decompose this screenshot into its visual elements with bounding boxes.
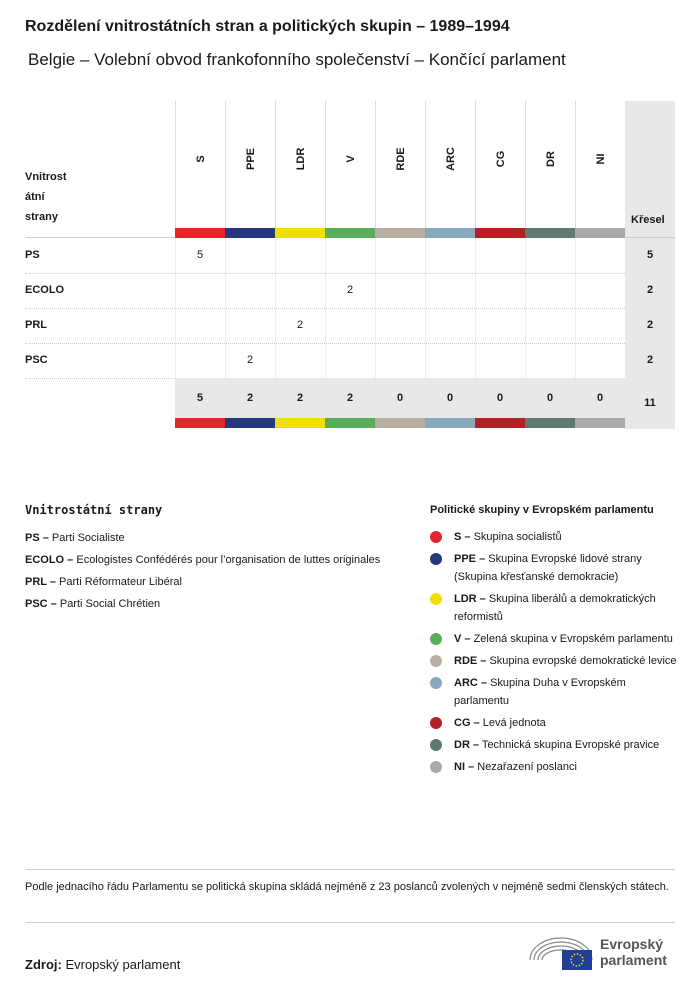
page-subtitle: Belgie – Volební obvod frankofonního společenství – Končící parlament — [28, 50, 566, 69]
group-color-dot-icon — [430, 717, 442, 729]
group-name: Zelená skupina v Evropském parlamentu — [470, 633, 673, 645]
seat-count: 5 — [625, 238, 675, 273]
party-legend-item — [25, 595, 385, 613]
source-label: Zdroj: — [25, 957, 62, 972]
cell-divider — [475, 343, 476, 378]
cell-divider — [425, 273, 426, 308]
group-column-header — [475, 101, 526, 228]
cell-divider — [375, 343, 376, 378]
cell-divider — [225, 273, 226, 308]
group-color-dot-icon — [430, 553, 442, 565]
table-cell: 2 — [246, 354, 254, 366]
cell-divider — [575, 238, 576, 273]
group-color-bar-bottom — [175, 418, 225, 428]
party-label: PSC — [25, 354, 48, 366]
group-name: Levá jednota — [479, 717, 546, 729]
group-color-dot-icon — [430, 531, 442, 543]
party-code: PS – — [25, 532, 49, 544]
seat-count: 2 — [625, 273, 675, 308]
group-color-bar-bottom — [575, 418, 625, 428]
group-column-header — [225, 101, 276, 228]
party-legend-item — [25, 529, 385, 547]
cell-divider — [575, 343, 576, 378]
group-name: Skupina evropské demokratické levice — [486, 655, 677, 667]
group-color-bar-bottom — [325, 418, 375, 428]
group-name: Skupina Duha v Evropském parlamentu — [454, 677, 626, 707]
total-cell: 0 — [496, 392, 504, 404]
group-color-dot-icon — [430, 593, 442, 605]
group-column-header — [425, 101, 476, 228]
group-legend-item — [430, 550, 680, 586]
cell-divider — [475, 273, 476, 308]
cell-divider — [525, 308, 526, 343]
totals-row — [175, 378, 675, 418]
group-color-bar — [475, 228, 525, 238]
party-legend-item — [25, 573, 385, 591]
group-name: Skupina Evropské lidové strany (Skupina křesťanské demokracie) — [454, 553, 642, 583]
group-color-bar-bottom — [275, 418, 325, 428]
total-cell: 0 — [596, 392, 604, 404]
cell-divider — [275, 238, 276, 273]
group-code: LDR – — [454, 593, 486, 605]
total-cell: 2 — [246, 392, 254, 404]
cell-divider — [175, 308, 176, 343]
cell-divider — [275, 343, 276, 378]
cell-divider — [525, 343, 526, 378]
cell-divider — [175, 343, 176, 378]
group-code: DR — [545, 151, 557, 167]
group-legend-heading: Politické skupiny v Evropském parlamentu — [430, 504, 654, 516]
cell-divider — [475, 238, 476, 273]
group-code: RDE — [395, 147, 407, 171]
seats-header-label: Křesel — [631, 214, 665, 226]
group-column-header — [575, 101, 626, 228]
party-code: ECOLO – — [25, 554, 74, 566]
logo-line1: Evropský — [600, 936, 664, 952]
party-label: ECOLO — [25, 284, 65, 296]
ep-logo — [528, 932, 678, 972]
party-legend-item — [25, 551, 385, 569]
cell-divider — [275, 273, 276, 308]
group-color-bar — [575, 228, 625, 238]
party-code: PSC – — [25, 598, 57, 610]
source-value: Evropský parlament — [61, 957, 181, 972]
group-code: RDE – — [454, 655, 487, 667]
group-name: Technická skupina Evropské pravice — [479, 739, 660, 751]
distribution-table — [25, 101, 675, 429]
party-label: PRL — [25, 319, 47, 331]
party-legend — [25, 501, 385, 617]
group-column-header — [275, 101, 326, 228]
party-code: PRL – — [25, 576, 56, 588]
cell-divider — [375, 273, 376, 308]
cell-divider — [325, 238, 326, 273]
party-name: Parti Réformateur Libéral — [55, 576, 182, 588]
seats-header — [625, 101, 675, 237]
table-row — [25, 238, 675, 274]
party-legend-heading: Vnitrostátní strany — [25, 503, 163, 517]
group-legend-item — [430, 736, 680, 754]
group-color-bar-bottom — [425, 418, 475, 428]
group-color-bar — [325, 228, 375, 238]
cell-divider — [425, 238, 426, 273]
group-column-header — [525, 101, 576, 228]
group-legend-item — [430, 674, 680, 710]
cell-divider — [375, 308, 376, 343]
cell-divider — [525, 238, 526, 273]
group-column-header — [325, 101, 376, 228]
table-row — [25, 343, 675, 379]
group-code: S – — [454, 531, 471, 543]
group-name: Skupina liberálů a demokratických reformistů — [454, 593, 656, 623]
group-column-header — [175, 101, 226, 228]
seat-count: 2 — [625, 308, 675, 343]
total-cell: 0 — [546, 392, 554, 404]
total-cell: 5 — [196, 392, 204, 404]
table-cell: 2 — [296, 319, 304, 331]
group-code: CG – — [454, 717, 480, 729]
table-row — [25, 273, 675, 309]
group-code: PPE – — [454, 553, 486, 565]
row-header — [25, 167, 85, 227]
cell-divider — [475, 308, 476, 343]
group-code: DR – — [454, 739, 480, 751]
cell-divider — [375, 238, 376, 273]
group-color-dot-icon — [430, 677, 442, 689]
group-legend-item — [430, 714, 680, 732]
group-legend-item — [430, 630, 680, 648]
total-seats: 11 — [625, 378, 675, 429]
divider — [25, 922, 675, 923]
group-code: NI — [595, 153, 607, 165]
party-name: Ecologistes Confédérés pour l’organisation de luttes originales — [73, 554, 381, 566]
group-name: Skupina socialistů — [470, 531, 562, 543]
group-code: PPE — [245, 147, 257, 171]
group-color-bar — [225, 228, 275, 238]
row-header-line: strany — [25, 211, 59, 223]
group-color-bar-bottom — [225, 418, 275, 428]
group-color-dot-icon — [430, 739, 442, 751]
group-color-dot-icon — [430, 761, 442, 773]
cell-divider — [225, 308, 226, 343]
group-color-bar — [275, 228, 325, 238]
seat-count: 2 — [625, 343, 675, 378]
cell-divider — [525, 273, 526, 308]
total-cell: 2 — [296, 392, 304, 404]
group-code: NI – — [454, 761, 475, 773]
group-code: CG — [495, 150, 507, 168]
group-code: V — [345, 155, 357, 163]
cell-divider — [425, 308, 426, 343]
footnote: Podle jednacího řádu Parlamentu se politická skupina skládá nejméně z 23 poslanců zvolených v nejméně sedmi členských státech. — [25, 869, 675, 896]
total-cell: 0 — [446, 392, 454, 404]
logo-text — [600, 936, 667, 968]
cell-divider — [425, 343, 426, 378]
group-color-bar-bottom — [475, 418, 525, 428]
group-color-dot-icon — [430, 655, 442, 667]
group-code: ARC – — [454, 677, 488, 689]
table-cell: 5 — [196, 249, 204, 261]
group-legend-item — [430, 652, 680, 670]
group-color-bar-bottom — [525, 418, 575, 428]
total-cell: 2 — [346, 392, 354, 404]
table-cell: 2 — [346, 284, 354, 296]
group-color-bar — [425, 228, 475, 238]
group-code: V – — [454, 633, 471, 645]
cell-divider — [325, 343, 326, 378]
party-label: PS — [25, 249, 40, 261]
group-name: Nezařazení poslanci — [474, 761, 577, 773]
group-color-bar — [175, 228, 225, 238]
cell-divider — [575, 308, 576, 343]
group-code: LDR — [295, 147, 307, 171]
cell-divider — [325, 308, 326, 343]
table-row — [25, 308, 675, 344]
total-cell: 0 — [396, 392, 404, 404]
logo-line2: parlament — [600, 952, 667, 968]
group-code: S — [195, 155, 207, 163]
parliament-emblem-icon — [528, 932, 594, 972]
group-legend-item — [430, 758, 680, 776]
group-legend — [430, 501, 680, 780]
group-color-bar-bottom — [375, 418, 425, 428]
source — [25, 957, 180, 972]
row-header-line: Vnitrost — [25, 171, 67, 183]
row-header-line: átní — [25, 191, 45, 203]
group-code: ARC — [445, 147, 457, 171]
party-name: Parti Socialiste — [48, 532, 125, 544]
cell-divider — [225, 238, 226, 273]
page-title: Rozdělení vnitrostátních stran a politických skupin – 1989–1994 — [25, 18, 510, 35]
group-column-header — [375, 101, 426, 228]
group-color-bar — [525, 228, 575, 238]
cell-divider — [575, 273, 576, 308]
group-color-bar — [375, 228, 425, 238]
cell-divider — [175, 273, 176, 308]
group-legend-item — [430, 528, 680, 546]
group-color-dot-icon — [430, 633, 442, 645]
party-name: Parti Social Chrétien — [56, 598, 161, 610]
group-legend-item — [430, 590, 680, 626]
